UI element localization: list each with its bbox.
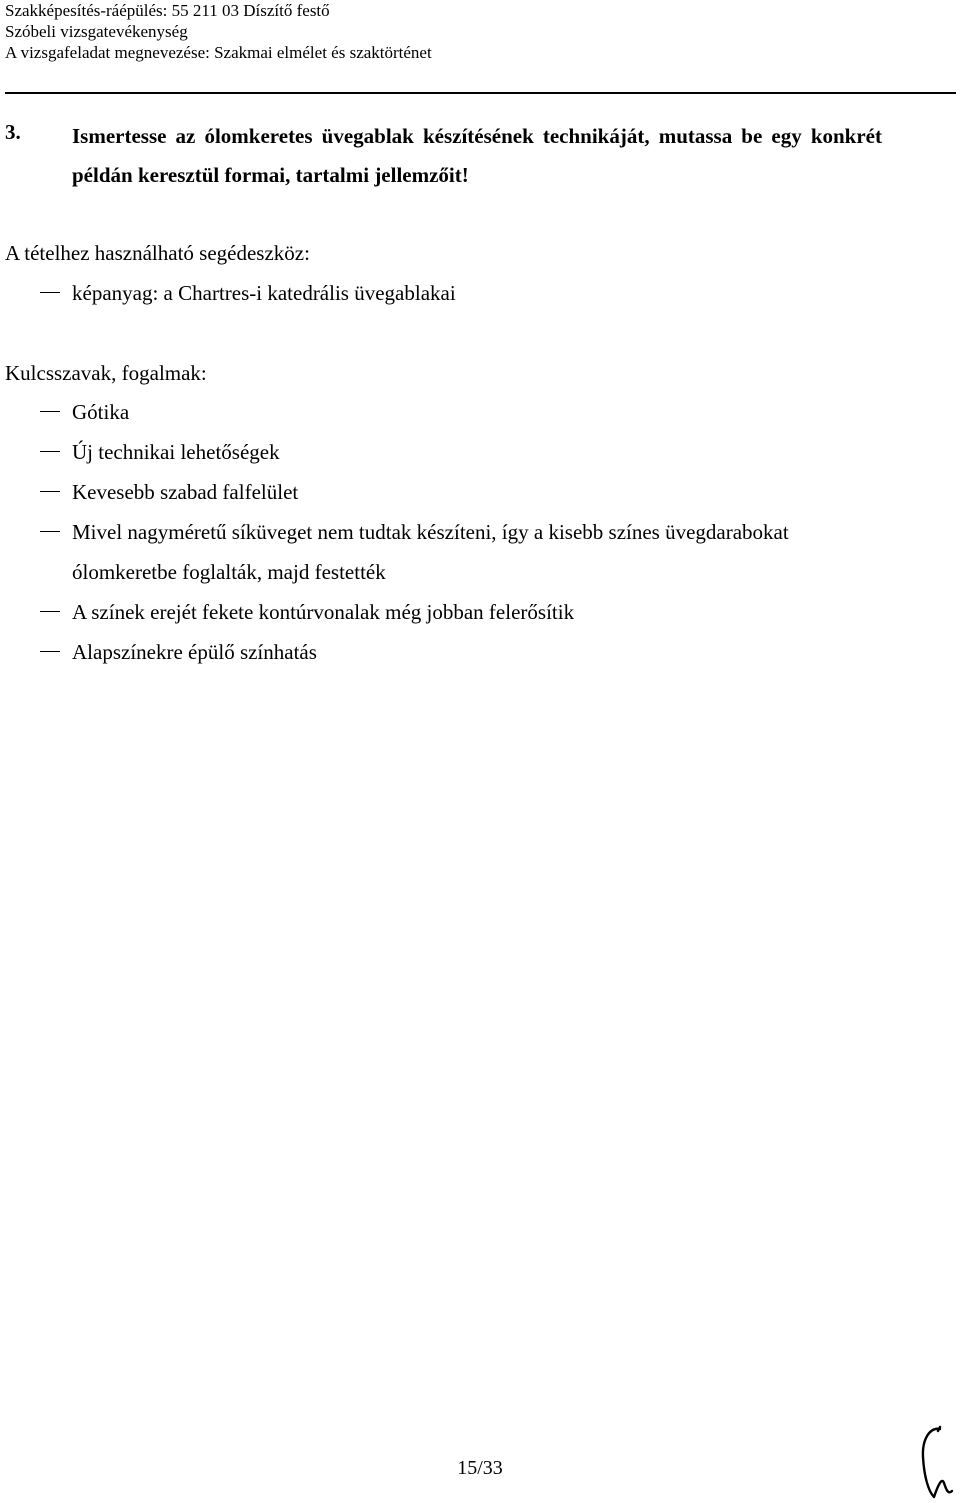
- dash-bullet: [40, 531, 60, 532]
- question-number: 3.: [5, 120, 21, 144]
- header-divider: [5, 92, 956, 94]
- document-header: [5, 0, 432, 63]
- list-item-text: Gótika: [72, 400, 130, 424]
- signature-mark: [918, 1425, 956, 1501]
- list-item-text: képanyag: a Chartres-i katedrális üvegablakai: [72, 281, 456, 305]
- dash-bullet: [40, 611, 60, 612]
- aids-heading: A tételhez használható segédeszköz:: [5, 241, 310, 265]
- list-item: [0, 592, 882, 632]
- list-item: [0, 432, 882, 472]
- dash-bullet: [40, 491, 60, 492]
- header-qualification: Szakképesítés-ráépülés: 55 211 03 Díszítő festő: [5, 1, 330, 20]
- list-item: [0, 392, 882, 432]
- list-item-text: A színek erejét fekete kontúrvonalak még jobban felerősítik: [72, 600, 575, 624]
- dash-bullet: [40, 451, 60, 452]
- page-number: 15/33: [457, 1457, 503, 1479]
- aids-list: [0, 273, 882, 313]
- keywords-heading: Kulcsszavak, fogalmak:: [5, 361, 207, 385]
- question-text: Ismertesse az ólomkeretes üvegablak készítésének technikáját, mutassa be egy konkrét példán keresztül formai, tartalmi jellemzőit!: [72, 124, 882, 187]
- header-task-name: A vizsgafeladat megnevezése: Szakmai elmélet és szaktörténet: [5, 43, 432, 62]
- list-item-text: Mivel nagyméretű síküveget nem tudtak készíteni, így a kisebb színes üvegdarabokat ólomkeretbe foglalták, majd festették: [72, 520, 789, 584]
- dash-bullet: [40, 651, 60, 652]
- header-exam-type: Szóbeli vizsgatevékenység: [5, 22, 188, 41]
- list-item: [0, 273, 882, 313]
- list-item: [0, 512, 882, 592]
- list-item: [0, 632, 882, 672]
- dash-bullet: [40, 292, 60, 293]
- list-item: [0, 472, 882, 512]
- list-item-text: Új technikai lehetőségek: [72, 440, 280, 464]
- keywords-list: [0, 392, 882, 672]
- list-item-text: Kevesebb szabad falfelület: [72, 480, 299, 504]
- dash-bullet: [40, 411, 60, 412]
- list-item-text: Alapszínekre épülő színhatás: [72, 640, 317, 664]
